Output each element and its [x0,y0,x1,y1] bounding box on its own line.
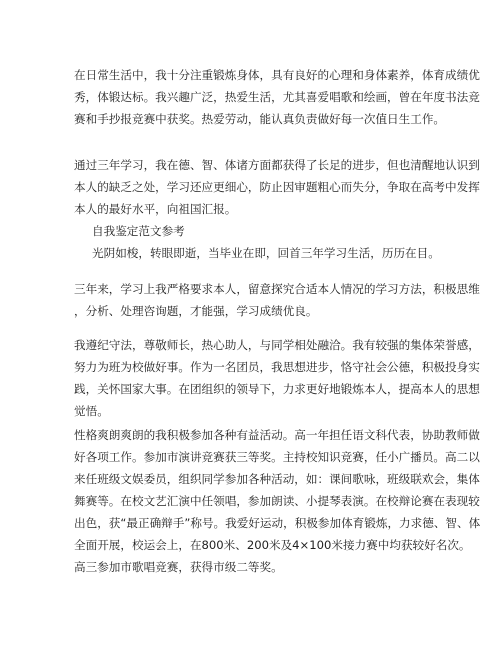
text-line: 三年来，学习上我严格要求本人，留意探究合适本人情况的学习方法，积极思维 [74,282,480,296]
text-line: 光阴如梭，转眼即逝，当毕业在即，回首三年学习生活，历历在目。 [92,246,440,260]
paragraph-study [74,278,480,322]
paragraph-intro [92,242,448,264]
text-line: 通过三年学习，我在德、智、体诸方面都获得了长足的进步，但也清醒地认识到 [74,158,480,172]
text-line: 赛和手抄报竞赛中获奖。热爱劳动，能认真负责做好每一次值日生工作。 [74,112,446,126]
text-line: ，分析、处理咨询题，才能强，学习成绩优良。 [74,304,318,318]
text-line: 性格爽朗爽朗的我积极参加各种有益活动。高一年担任语文科代表，协助教师做 [74,428,480,442]
text-line: 秀，体锻达标。我兴趣广泛，热爱生活，尤其喜爱唱歌和绘画，曾在年度书法竞 [74,90,480,104]
text-line: 本人的缺乏之处，学习还应更细心，防止因审题粗心而失分，争取在高考中发挥 [74,180,480,194]
text-line: 舞赛等。在校文艺汇演中任领唱，参加朗读、小提琴表演。在校辩论赛在表现较 [74,494,480,508]
text-line: 高三参加市歌唱竞赛，获得市级二等奖。 [74,560,283,574]
paragraph-three-year-summary [74,154,480,220]
paragraph-health-hobbies [74,64,480,130]
text-line: 我遵纪守法，尊敬师长，热心助人，与同学相处融洽。我有较强的集体荣誉感， [74,338,480,352]
heading-text: 自我鉴定范文参考 [92,224,185,238]
paragraph-conduct [74,334,480,422]
text-line: 在日常生活中，我十分注重锻炼身体，具有良好的心理和身体素养，体育成绩优 [74,68,480,82]
text-line: 觉悟。 [74,404,109,418]
text-line: 践，关怀国家大事。在团组织的领导下，力求更好地锻炼本人，提高本人的思想 [74,382,480,396]
paragraph-activities [74,424,481,578]
text-line: 出色，获“最正确辩手”称号。我爱好运动，积极参加体育锻炼，力求德、智、体 [74,516,481,530]
text-line: 本人的最好水平，向祖国汇报。 [74,202,237,216]
text-line: 努力为班为校做好事。作为一名团员，我思想进步，恪守社会公德，积极投身实 [74,360,480,374]
text-line: 全面开展，校运会上，在800米、200米及4×100米接力赛中均获较好名次。 [74,538,471,552]
text-line: 好各项工作。参加市演讲竞赛获三等奖。主持校知识竞赛，任小广播员。高二以 [74,450,480,464]
section-heading [92,220,448,242]
text-line: 来任班级文娱委员，组织同学参加各种活动，如：课间歌咏，班级联欢会，集体 [74,472,480,486]
